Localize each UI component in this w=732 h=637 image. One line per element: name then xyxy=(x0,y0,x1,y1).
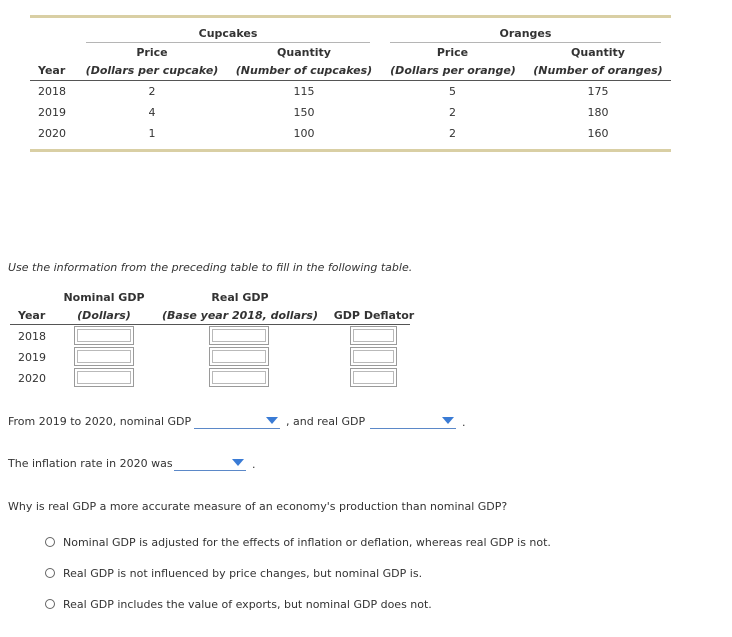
option-3-label[interactable]: Real GDP includes the value of exports, but nominal GDP does not. xyxy=(63,598,432,611)
table-bottom-rule xyxy=(30,149,671,152)
deflator-2019-input[interactable] xyxy=(350,347,397,366)
table-row-2020-year: 2020 xyxy=(38,127,66,140)
nominal-gdp-2018-input[interactable] xyxy=(74,326,134,345)
col-unit-real-gdp: (Base year 2018, dollars) xyxy=(162,309,318,322)
radio-option-3[interactable] xyxy=(45,599,55,609)
col-unit-orange-quantity: (Number of oranges) xyxy=(533,64,663,77)
radio-option-1[interactable] xyxy=(45,537,55,547)
chevron-down-icon xyxy=(232,459,244,466)
instruction-text: Use the information from the preceding table to fill in the following table. xyxy=(8,261,413,274)
nominal-gdp-2020-input[interactable] xyxy=(74,368,134,387)
real-gdp-change-dropdown[interactable] xyxy=(370,415,456,429)
table-row-2020-cupcake-price: 1 xyxy=(148,127,156,140)
table-row-2018-cupcake-qty: 115 xyxy=(293,85,315,98)
table-row-2018-orange-qty: 175 xyxy=(587,85,609,98)
col-header-orange-price: Price xyxy=(436,46,469,59)
option-1-label[interactable]: Nominal GDP is adjusted for the effects of inflation or deflation, whereas real GDP is not. xyxy=(63,536,551,549)
q3-question: Why is real GDP a more accurate measure of an economy's production than nominal GDP? xyxy=(8,500,508,513)
table-row-2019-year: 2019 xyxy=(38,106,66,119)
table-row-2020-orange-price: 2 xyxy=(449,127,456,140)
group-header-oranges: Oranges xyxy=(499,27,552,40)
col-unit-orange-price: (Dollars per orange) xyxy=(390,64,516,77)
table-row-2018-orange-price: 5 xyxy=(449,85,456,98)
table-row-2020-orange-qty: 160 xyxy=(587,127,609,140)
q1-middle: , and real GDP xyxy=(286,415,366,428)
q2-suffix: . xyxy=(252,458,256,471)
chevron-down-icon xyxy=(266,417,278,424)
oranges-group-rule xyxy=(390,42,661,43)
table-row-2019-orange-price: 2 xyxy=(449,106,456,119)
col-header-cupcake-price: Price xyxy=(136,46,168,59)
table-top-rule xyxy=(30,15,671,18)
q1-prefix: From 2019 to 2020, nominal GDP xyxy=(8,415,192,428)
col-header-orange-quantity: Quantity xyxy=(571,46,625,59)
table-row-2019-cupcake-price: 4 xyxy=(148,106,156,119)
gdp-row-2018-year: 2018 xyxy=(18,330,46,343)
q1-suffix: . xyxy=(462,416,466,429)
inflation-rate-dropdown[interactable] xyxy=(174,457,246,471)
cupcakes-group-rule xyxy=(86,42,370,43)
gdp-header-rule xyxy=(10,324,410,325)
q2-prefix: The inflation rate in 2020 was xyxy=(8,457,173,470)
real-gdp-2018-input[interactable] xyxy=(209,326,269,345)
gdp-row-2020-year: 2020 xyxy=(18,372,46,385)
header-bottom-rule xyxy=(30,80,671,81)
table-row-2020-cupcake-qty: 100 xyxy=(293,127,315,140)
nominal-gdp-2019-input[interactable] xyxy=(74,347,134,366)
deflator-2020-input[interactable] xyxy=(350,368,397,387)
chevron-down-icon xyxy=(442,417,454,424)
col-header-year: Year xyxy=(38,64,66,77)
col-header-gdp-deflator: GDP Deflator xyxy=(333,309,415,322)
real-gdp-2019-input[interactable] xyxy=(209,347,269,366)
real-gdp-2020-input[interactable] xyxy=(209,368,269,387)
col-header-nominal-gdp: Nominal GDP xyxy=(63,291,145,304)
col-unit-cupcake-quantity: (Number of cupcakes) xyxy=(235,64,373,77)
radio-option-2[interactable] xyxy=(45,568,55,578)
col-header-real-gdp: Real GDP xyxy=(211,291,269,304)
col-header-year-2: Year xyxy=(18,309,46,322)
col-unit-nominal-gdp: (Dollars) xyxy=(77,309,131,322)
table-row-2019-cupcake-qty: 150 xyxy=(293,106,315,119)
deflator-2018-input[interactable] xyxy=(350,326,397,345)
option-2-label[interactable]: Real GDP is not influenced by price changes, but nominal GDP is. xyxy=(63,567,423,580)
group-header-cupcakes: Cupcakes xyxy=(198,27,258,40)
table-row-2018-year: 2018 xyxy=(38,85,66,98)
col-header-cupcake-quantity: Quantity xyxy=(277,46,331,59)
table-row-2018-cupcake-price: 2 xyxy=(148,85,156,98)
nominal-gdp-change-dropdown[interactable] xyxy=(194,415,280,429)
table-row-2019-orange-qty: 180 xyxy=(587,106,609,119)
col-unit-cupcake-price: (Dollars per cupcake) xyxy=(85,64,219,77)
gdp-row-2019-year: 2019 xyxy=(18,351,46,364)
